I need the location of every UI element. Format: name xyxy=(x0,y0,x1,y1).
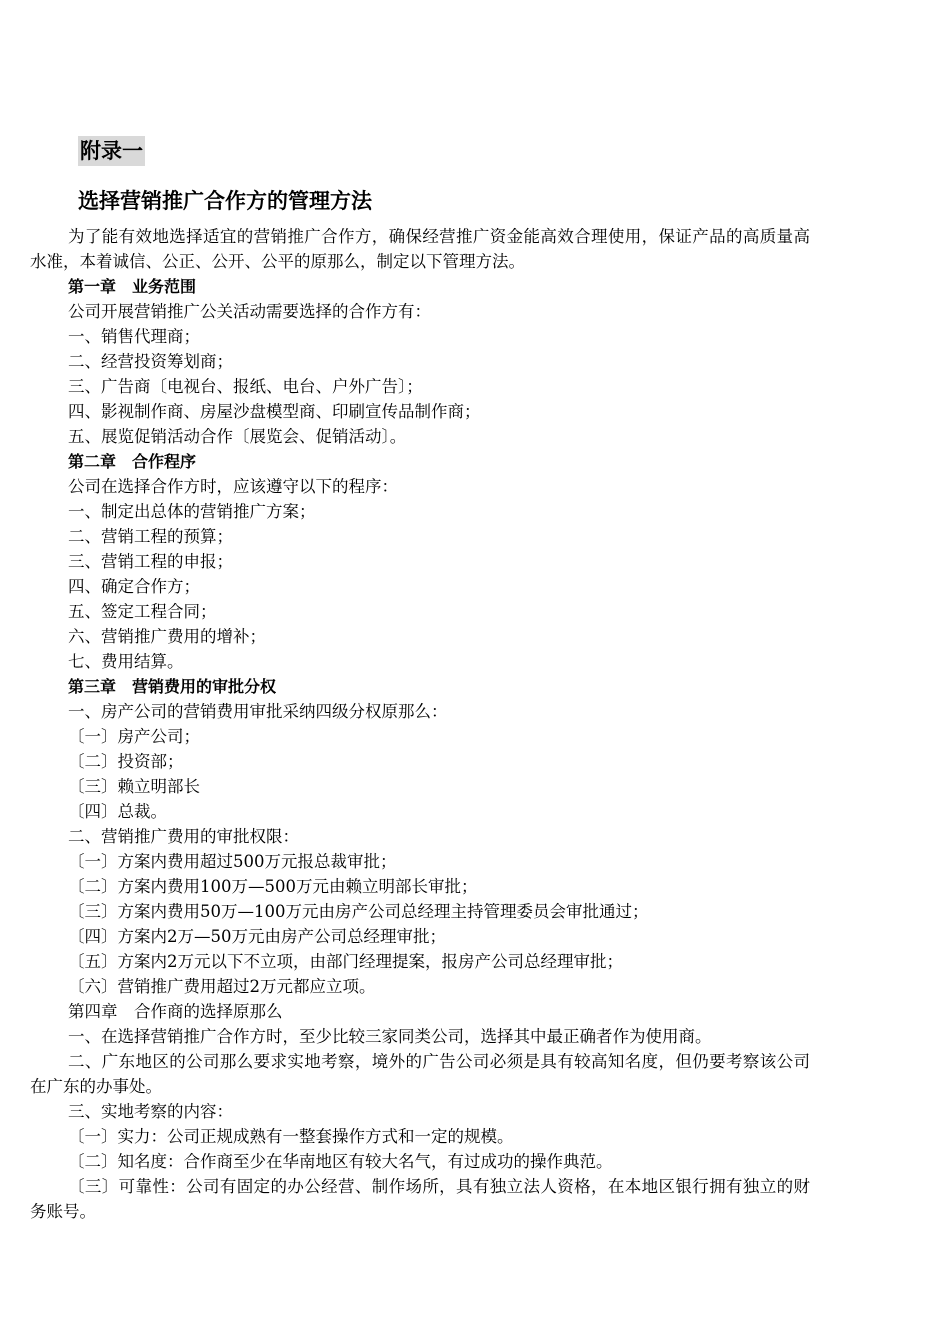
chapter-heading: 第一章 业务范围 xyxy=(68,277,197,296)
paragraph: 〔二〕知名度：合作商至少在华南地区有较大名气，有过成功的操作典范。 xyxy=(68,1152,613,1171)
chapter-heading: 第二章 合作程序 xyxy=(68,452,197,471)
paragraph: 六、营销推广费用的增补； xyxy=(68,627,266,646)
paragraph: 第四章 合作商的选择原那么 xyxy=(68,1002,283,1021)
paragraph: 〔二〕方案内费用100万—500万元由赖立明部长审批； xyxy=(68,877,478,896)
paragraph: 〔三〕赖立明部长 xyxy=(68,777,200,796)
paragraph: 二、广东地区的公司那么要求实地考察，境外的广告公司必须是具有较高知名度，但仍要考察该公司在广东的办事处。 xyxy=(30,1052,810,1096)
paragraph: 一、在选择营销推广合作方时，至少比较三家同类公司，选择其中最正确者作为使用商。 xyxy=(68,1027,712,1046)
paragraph: 二、营销推广费用的审批权限： xyxy=(68,827,299,846)
paragraph: 为了能有效地选择适宜的营销推广合作方，确保经营推广资金能高效合理使用，保证产品的高质量高水准，本着诚信、公正、公开、公平的原那么，制定以下管理方法。 xyxy=(30,227,810,271)
paragraph: 〔六〕营销推广费用超过2万元都应立项。 xyxy=(68,977,376,996)
paragraph: 〔一〕房产公司； xyxy=(68,727,200,746)
appendix-label: 附录一 xyxy=(78,136,145,166)
document-body xyxy=(30,224,810,1224)
paragraph: 四、影视制作商、房屋沙盘模型商、印刷宣传品制作商； xyxy=(68,402,481,421)
paragraph: 一、制定出总体的营销推广方案； xyxy=(68,502,316,521)
paragraph: 〔四〕总裁。 xyxy=(68,802,167,821)
document-title: 选择营销推广合作方的管理方法 xyxy=(78,189,372,213)
paragraph: 五、展览促销活动合作〔展览会、促销活动〕。 xyxy=(68,427,407,446)
paragraph: 〔三〕可靠性：公司有固定的办公经营、制作场所，具有独立法人资格，在本地区银行拥有独立的财务账号。 xyxy=(30,1177,810,1221)
paragraph: 四、确定合作方； xyxy=(68,577,200,596)
paragraph: 一、销售代理商； xyxy=(68,327,200,346)
paragraph: 五、签定工程合同； xyxy=(68,602,217,621)
paragraph: 公司在选择合作方时，应该遵守以下的程序： xyxy=(68,477,398,496)
paragraph: 〔一〕实力：公司正规成熟有一整套操作方式和一定的规模。 xyxy=(68,1127,514,1146)
paragraph: 〔四〕方案内2万—50万元由房产公司总经理审批； xyxy=(68,927,446,946)
paragraph: 二、经营投资筹划商； xyxy=(68,352,233,371)
paragraph: 二、营销工程的预算； xyxy=(68,527,233,546)
paragraph: 公司开展营销推广公关活动需要选择的合作方有： xyxy=(68,302,431,321)
chapter-heading: 第三章 营销费用的审批分权 xyxy=(68,677,277,696)
paragraph: 一、房产公司的营销费用审批采纳四级分权原那么： xyxy=(68,702,448,721)
paragraph: 三、广告商〔电视台、报纸、电台、户外广告〕； xyxy=(68,377,423,396)
paragraph: 〔三〕方案内费用50万—100万元由房产公司总经理主持管理委员会审批通过； xyxy=(68,902,649,921)
paragraph: 〔五〕方案内2万元以下不立项，由部门经理提案，报房产公司总经理审批； xyxy=(68,952,623,971)
paragraph: 〔二〕投资部； xyxy=(68,752,184,771)
paragraph: 三、营销工程的申报； xyxy=(68,552,233,571)
paragraph: 七、费用结算。 xyxy=(68,652,184,671)
paragraph: 〔一〕方案内费用超过500万元报总裁审批； xyxy=(68,852,397,871)
paragraph: 三、实地考察的内容： xyxy=(68,1102,233,1121)
